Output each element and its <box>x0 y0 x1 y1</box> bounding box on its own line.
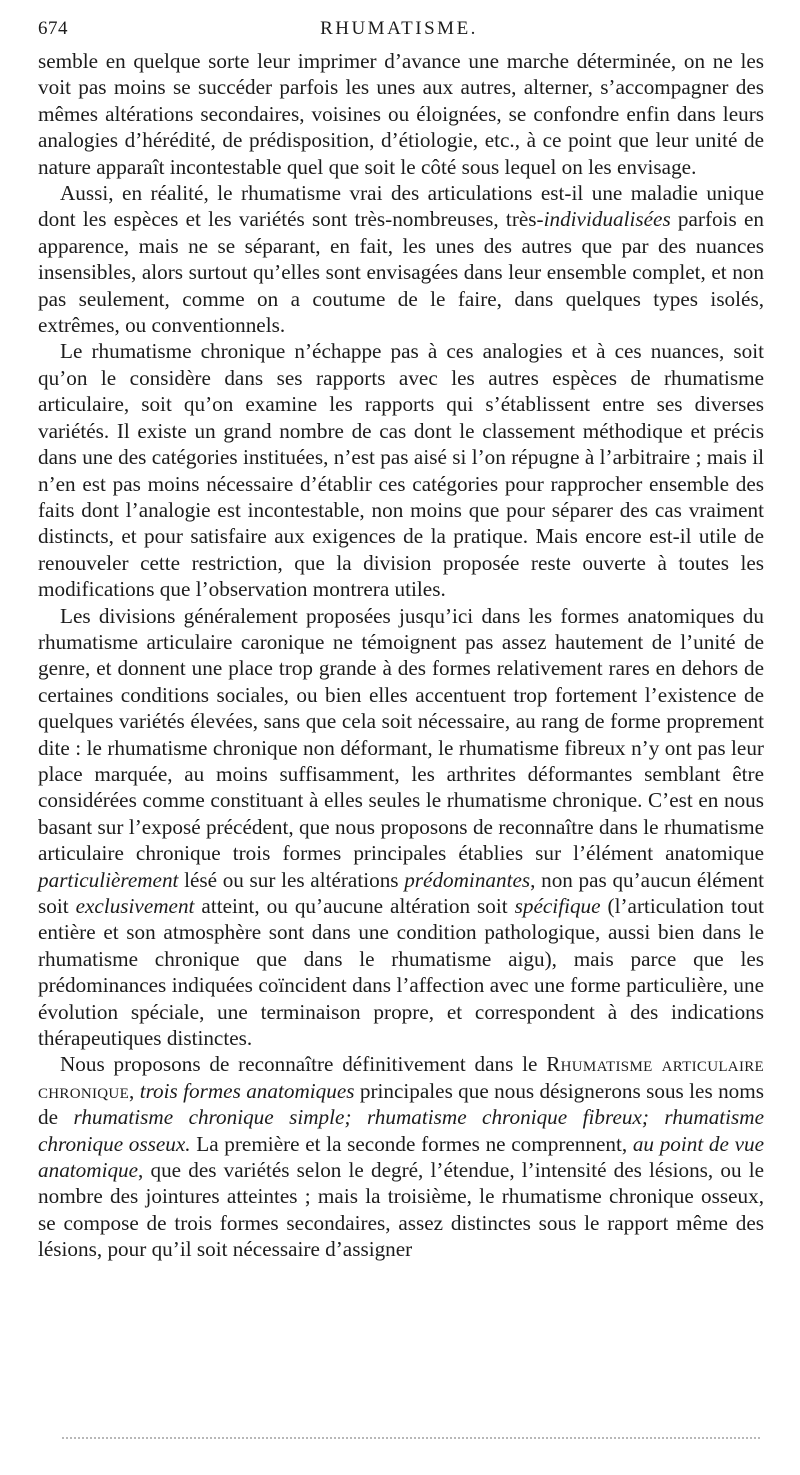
small-caps-run: Rhumatisme articulaire chronique <box>38 1052 765 1103</box>
text-run: principales que nous désignerons sous les noms de <box>38 1078 764 1130</box>
text-run: atteint, ou qu’aucune altération soit <box>194 894 515 918</box>
text-run: Aussi, en réalité, le rhumatisme vrai des articulations est-il une maladie unique dont les espèces et les variétés sont très-nombreuses, très- <box>38 181 764 232</box>
italic-run: individualisées <box>543 207 671 232</box>
italic-run: particulièrement <box>38 867 179 892</box>
page-header <box>38 18 764 48</box>
text-run: , non pas qu’aucun élément soit <box>38 867 764 918</box>
paragraph <box>38 1051 764 1262</box>
italic-run: spécifique <box>514 894 601 918</box>
italic-run: trois formes anatomiques <box>139 1078 355 1103</box>
paragraph <box>38 603 764 1052</box>
body-text <box>38 48 764 1263</box>
italic-run: au point de vue anatomique <box>38 1131 764 1183</box>
paragraph <box>38 338 764 602</box>
text-run: La première et la seconde formes ne comprennent, <box>190 1131 633 1156</box>
page-number: 674 <box>38 18 68 39</box>
text-run: Nous proposons de reconnaître définitivement dans le <box>60 1052 547 1077</box>
italic-run: rhumatisme chronique simple; rhumatisme chronique fibreux; rhumatisme chronique osseux. <box>38 1105 765 1156</box>
paragraph <box>38 48 764 180</box>
text-run: semble en quelque sorte leur imprimer d’avance une marche déterminée, on ne les voit pas moins se succéder parfois les unes aux autres, alterner, s’accompagner des mêmes altérations secondaires, voisines ou éloignées, se confondre enfin dans leurs analogies d’hérédité, de prédisposition, d’étiologie, etc., à ce point que leur unité de nature apparaît incontestable quel que soit le côté sous lequel on les envisage. <box>38 49 764 179</box>
text-run: lésé ou sur les altérations <box>178 867 405 892</box>
text-run: Les divisions généralement proposées jusqu’ici dans les formes anatomiques du rhumatisme articulaire caronique ne témoignent pas assez hautement de l’unité de genre, et donnent une place trop grande à des formes relativement rares en dehors de certaines conditions sociales, ou bien elles accentuent trop fortement l’existence de quelques variétés élevées, sans que cela soit nécessaire, au rang de forme proprement dite : le rhumatisme chronique non déformant, le rhumatisme fibreux n’y ont pas leur place marquée, au moins suffisamment, les arthrites déformantes semblant être considérées comme constituant à elles seules le rhumatisme chronique. C’est en nous basant sur l’exposé précédent, que nous proposons de reconnaître dans le rhumatisme articulaire chronique trois formes principales établies sur l’élément anatomique <box>38 603 764 866</box>
italic-run: exclusivement <box>75 894 195 918</box>
running-title: RHUMATISME. <box>320 18 478 39</box>
text-run: Le rhumatisme chronique n’échappe pas à ces analogies et à ces nuances, soit qu’on le considère dans ses rapports avec les autres espèces de rhumatisme articulaire, soit qu’on examine les rapports qui s’établissent entre ses diverses variétés. Il existe un grand nombre de cas dont le classement méthodique et précis dans une des catégories instituées, n’est pas aisé si l’on répugne à l’arbitraire ; mais il n’en est pas moins nécessaire d’établir ces catégories pour rapprocher ensemble des faits dont l’analogie est incontestable, non moins que pour séparer des cas vraiment distincts, et pour satisfaire aux exigences de la pratique. Mais encore est-il utile de renouveler cette restriction, que la division proposée reste ouverte à toutes les modifications que l’observation montrera utiles. <box>38 339 764 602</box>
text-run: , que des variétés selon le degré, l’étendue, l’intensité des lésions, ou le nombre des jointures atteintes ; mais la troisième, le rhumatisme chronique osseux, se compose de trois formes secondaires, assez distinctes sous le rapport même des lésions, pour qu’il soit nécessaire d’assigner <box>38 1158 764 1262</box>
text-run: parfois en apparence, mais ne se séparant, en fait, les unes des autres que par des nuances insensibles, alors surtout qu’elles sont envisagées dans leur ensemble complet, et non pas seulement, comme on a coutume de le faire, dans quelques types isolés, extrêmes, ou conventionnels. <box>38 207 764 338</box>
footer-dotted-rule <box>62 1437 760 1439</box>
italic-run: prédominantes <box>404 867 531 892</box>
paragraph <box>38 180 764 338</box>
text-run: (l’articulation tout entière et son atmosphère sont dans une condition pathologique, aussi bien dans le rhumatisme chronique que dans le rhumatisme aigu), mais parce que les prédominances indiquées coïncident dans l’affection avec une forme particulière, une évolution spéciale, une terminaison propre, et correspondent à des indications thérapeutiques distinctes. <box>38 894 764 1051</box>
text-run: , <box>129 1078 140 1103</box>
